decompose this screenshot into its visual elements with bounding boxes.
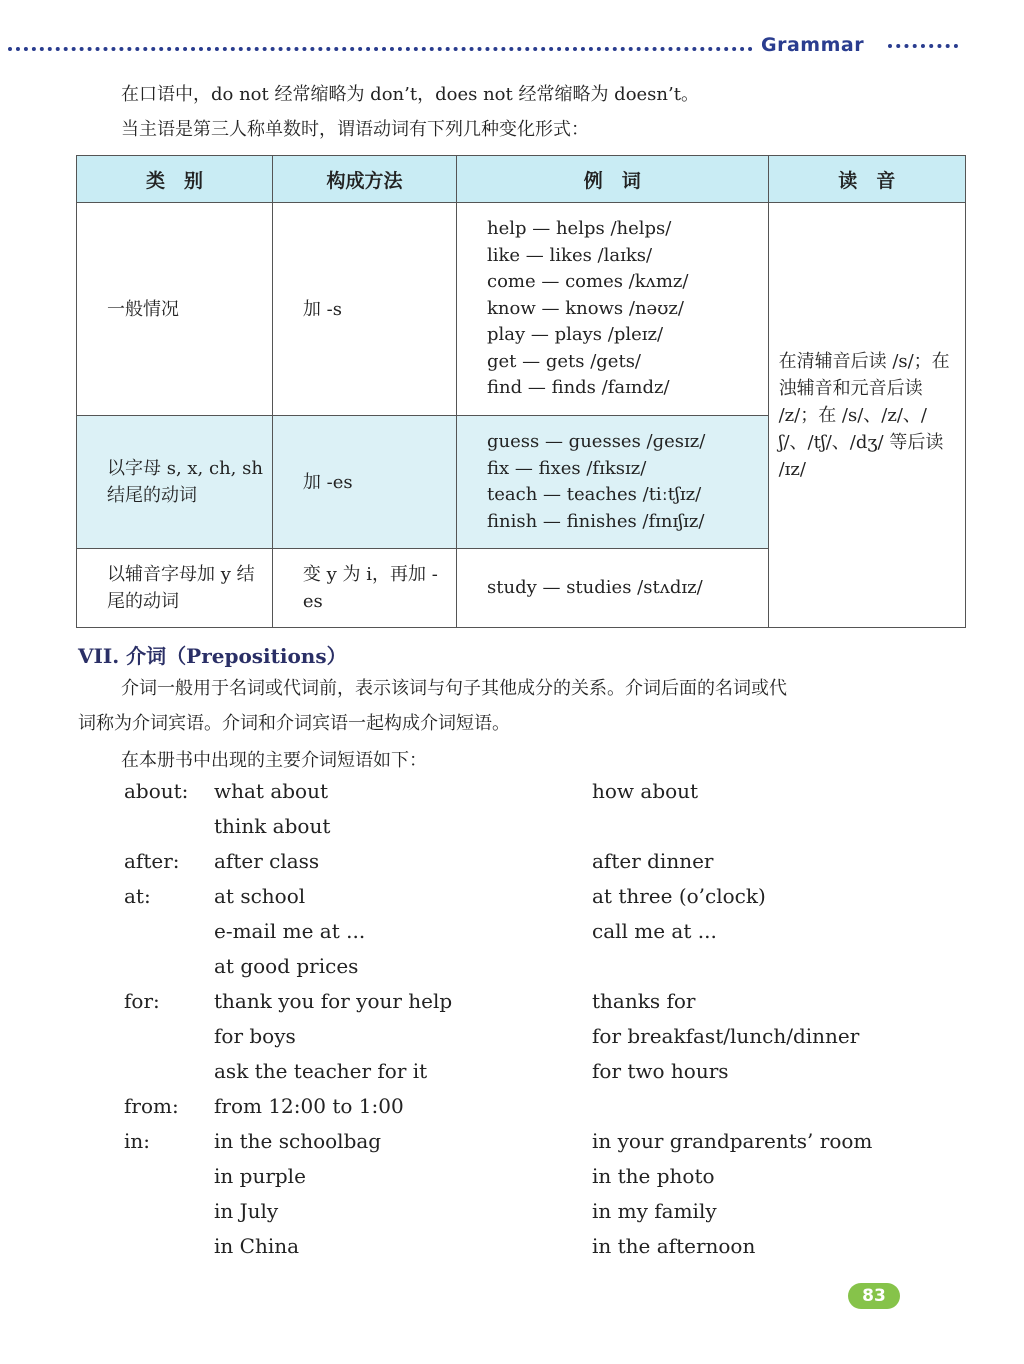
preposition-key: for: — [124, 989, 160, 1013]
header-pronunciation: 读 音 — [768, 156, 965, 203]
phrase-left: at school — [214, 884, 306, 908]
list-item — [124, 954, 984, 989]
paragraph-line: 在本册书中出现的主要介词短语如下： — [121, 750, 427, 771]
phrase-right: call me at ... — [592, 919, 717, 943]
list-item — [124, 814, 984, 849]
list-item — [124, 779, 984, 814]
example-word: study — studies /stʌdɪz/ — [487, 576, 703, 598]
preposition-key: after: — [124, 849, 180, 873]
examples-cell — [457, 549, 769, 628]
header-dotted-rule — [8, 47, 753, 51]
category-cell: 一般情况 — [77, 203, 273, 416]
example-word: like — likes /laɪks/ — [487, 244, 653, 266]
intro-line-2: 当主语是第三人称单数时，谓语动词有下列几种变化形式： — [121, 119, 589, 140]
header-examples: 例 词 — [457, 156, 769, 203]
list-item — [124, 1164, 984, 1199]
header-category: 类 别 — [77, 156, 273, 203]
method-cell: 变 y 为 i，再加 -es — [272, 549, 456, 628]
phrase-left: in July — [214, 1199, 279, 1223]
list-item — [124, 1234, 984, 1269]
table-row — [77, 203, 966, 416]
phrase-right: for breakfast/lunch/dinner — [592, 1024, 860, 1048]
paragraph-line: 词称为介词宾语。介词和介词宾语一起构成介词短语。 — [78, 713, 510, 734]
example-word: fix — fixes /fɪksɪz/ — [487, 457, 647, 479]
section-title: VII. 介词（Prepositions） — [78, 644, 347, 668]
list-item — [124, 884, 984, 919]
phrase-right: at three (o’clock) — [592, 884, 766, 908]
phrase-right: after dinner — [592, 849, 714, 873]
example-word: know — knows /nəʊz/ — [487, 297, 684, 319]
list-item — [124, 1199, 984, 1234]
pronunciation-cell: 在清辅音后读 /s/；在浊辅音和元音后读 /z/；在 /s/、/z/、/ʃ/、/tʃ/、/dʒ/ 等后读 /ɪz/ — [768, 203, 965, 628]
phrase-left: in China — [214, 1234, 300, 1258]
list-item — [124, 1129, 984, 1164]
page-number-badge: 83 — [848, 1283, 900, 1309]
method-cell: 加 -s — [272, 203, 456, 416]
phrase-right: for two hours — [592, 1059, 729, 1083]
example-word: play — plays /pleɪz/ — [487, 324, 664, 346]
phrase-right: thanks for — [592, 989, 696, 1013]
preposition-key: in: — [124, 1129, 151, 1153]
phrase-right: how about — [592, 779, 699, 803]
header-method: 构成方法 — [272, 156, 456, 203]
phrase-left: for boys — [214, 1024, 296, 1048]
example-word: get — gets /gets/ — [487, 350, 641, 372]
list-item — [124, 1059, 984, 1094]
preposition-list — [124, 779, 984, 1269]
example-word: finish — finishes /fɪnɪʃɪz/ — [487, 510, 705, 532]
phrase-left: what about — [214, 779, 329, 803]
list-item — [124, 1094, 984, 1129]
phrase-right: in your grandparents’ room — [592, 1129, 873, 1153]
phrase-left: ask the teacher for it — [214, 1059, 428, 1083]
phrase-left: from 12:00 to 1:00 — [214, 1094, 404, 1118]
phrase-right: in the afternoon — [592, 1234, 756, 1258]
phrase-left: thank you for your help — [214, 989, 453, 1013]
preposition-key: about: — [124, 779, 189, 803]
phrase-left: in the schoolbag — [214, 1129, 382, 1153]
header-dotted-rule-end — [888, 44, 958, 48]
phrase-left: think about — [214, 814, 331, 838]
table-header-row — [77, 156, 966, 203]
section-label: Grammar — [761, 34, 865, 56]
list-item — [124, 1024, 984, 1059]
phrase-right: in my family — [592, 1199, 717, 1223]
example-word: help — helps /helps/ — [487, 218, 672, 240]
list-item — [124, 919, 984, 954]
examples-cell — [457, 203, 769, 416]
phrase-left: after class — [214, 849, 320, 873]
example-word: come — comes /kʌmz/ — [487, 271, 689, 293]
example-word: guess — guesses /ɡesɪz/ — [487, 431, 706, 452]
examples-cell — [457, 416, 769, 549]
intro-line-1: 在口语中，do not 经常缩略为 don’t，does not 经常缩略为 doesn’t。 — [121, 84, 699, 105]
phrase-left: in purple — [214, 1164, 306, 1188]
preposition-key: at: — [124, 884, 151, 908]
verb-form-table — [76, 155, 966, 628]
list-item — [124, 989, 984, 1024]
paragraph-line: 介词一般用于名词或代词前，表示该词与句子其他成分的关系。介词后面的名词或代 — [121, 678, 787, 699]
category-cell: 以辅音字母加 y 结尾的动词 — [77, 549, 273, 628]
category-cell: 以字母 s, x, ch, sh 结尾的动词 — [77, 416, 273, 549]
phrase-left: at good prices — [214, 954, 359, 978]
phrase-right: in the photo — [592, 1164, 715, 1188]
preposition-key: from: — [124, 1094, 179, 1118]
example-word: teach — teaches /tiːtʃɪz/ — [487, 484, 702, 505]
example-word: find — finds /faɪndz/ — [487, 377, 670, 399]
phrase-left: e-mail me at ... — [214, 919, 366, 943]
list-item — [124, 849, 984, 884]
page-header — [0, 34, 1024, 58]
method-cell: 加 -es — [272, 416, 456, 549]
